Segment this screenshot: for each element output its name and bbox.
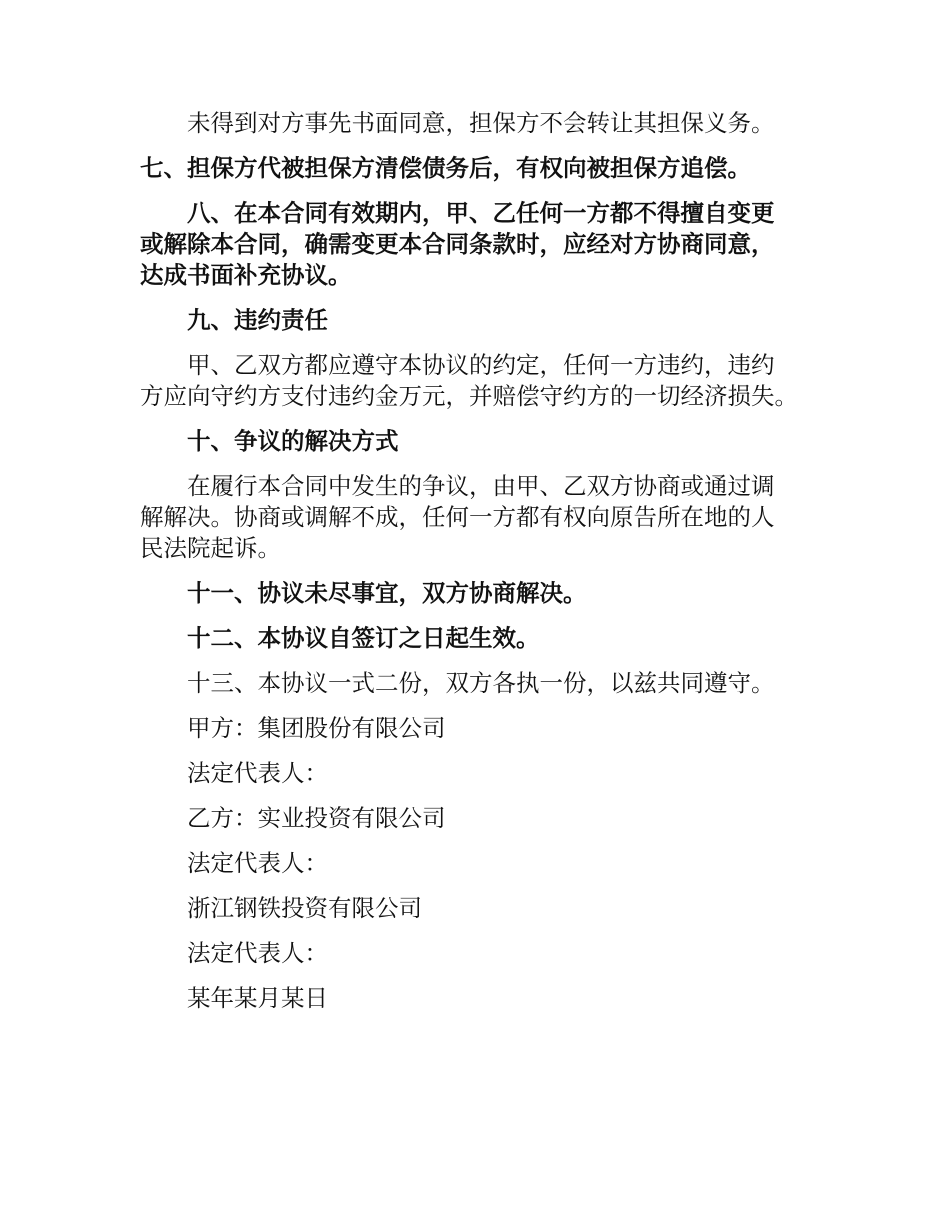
text-line: 十二、本协议自签订之日起生效。 bbox=[187, 624, 540, 652]
text-line: 方应向守约方支付违约金万元，并赔偿守约方的一切经济损失。 bbox=[140, 382, 798, 410]
text-line: 七、担保方代被担保方清偿债务后，有权向被担保方追偿。 bbox=[140, 154, 751, 182]
text-line: 甲、乙双方都应遵守本协议的约定，任何一方违约，违约 bbox=[187, 351, 775, 379]
guarantor-representative bbox=[140, 938, 830, 969]
text-line: 解解决。协商或调解不成，任何一方都有权向原告所在地的人 bbox=[140, 503, 775, 531]
text-line: 九、违约责任 bbox=[187, 306, 328, 334]
text-line: 未得到对方事先书面同意，担保方不会转让其担保义务。 bbox=[187, 109, 775, 137]
clause-10-heading bbox=[140, 426, 830, 457]
text-line: 十三、本协议一式二份，双方各执一份，以兹共同遵守。 bbox=[187, 669, 775, 697]
clause-9-body bbox=[140, 350, 830, 412]
text-line: 某年某月某日 bbox=[187, 984, 328, 1012]
text-line: 法定代表人： bbox=[187, 759, 328, 787]
party-a bbox=[140, 713, 830, 744]
text-line: 十、争议的解决方式 bbox=[187, 427, 399, 455]
clause-9-heading bbox=[140, 305, 830, 336]
clause-guarantee-transfer bbox=[140, 108, 830, 139]
document-page bbox=[140, 108, 830, 1028]
party-b bbox=[140, 803, 830, 834]
text-line: 八、在本合同有效期内，甲、乙任何一方都不得擅自变更 bbox=[187, 199, 775, 227]
guarantor bbox=[140, 893, 830, 924]
party-b-representative bbox=[140, 848, 830, 879]
text-line: 法定代表人： bbox=[187, 939, 328, 967]
clause-13 bbox=[140, 668, 830, 699]
text-line: 甲方：集团股份有限公司 bbox=[187, 714, 446, 742]
clause-11 bbox=[140, 578, 830, 609]
clause-10-body bbox=[140, 471, 830, 564]
clause-12 bbox=[140, 623, 830, 654]
text-line: 十一、协议未尽事宜，双方协商解决。 bbox=[187, 579, 587, 607]
text-line: 浙江钢铁投资有限公司 bbox=[187, 894, 422, 922]
clause-7-recourse bbox=[140, 153, 830, 184]
text-line: 达成书面补充协议。 bbox=[140, 261, 352, 289]
party-a-representative bbox=[140, 758, 830, 789]
text-line: 在履行本合同中发生的争议，由甲、乙双方协商或通过调 bbox=[187, 472, 775, 500]
text-line: 或解除本合同，确需变更本合同条款时，应经对方协商同意， bbox=[140, 230, 775, 258]
signing-date bbox=[140, 983, 830, 1014]
text-line: 法定代表人： bbox=[187, 849, 328, 877]
text-line: 民法院起诉。 bbox=[140, 534, 281, 562]
clause-8-amendment bbox=[140, 198, 830, 291]
text-line: 乙方：实业投资有限公司 bbox=[187, 804, 446, 832]
